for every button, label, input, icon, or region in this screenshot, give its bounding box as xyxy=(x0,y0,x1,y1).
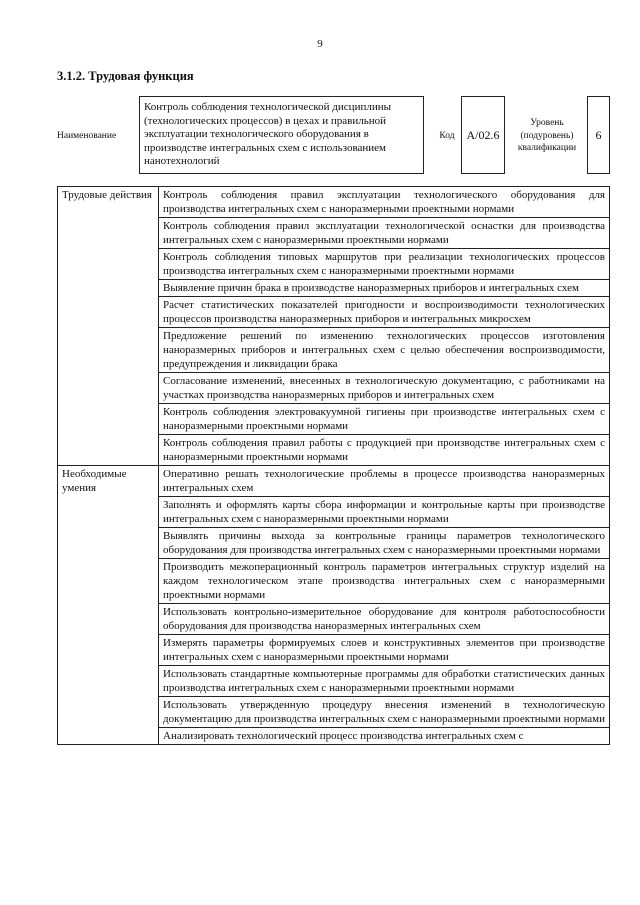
required-skill-text: Анализировать технологический процесс производства интегральных схем с xyxy=(159,728,610,745)
required-skill-text: Оперативно решать технологические проблемы в процессе производства наноразмерных интегральных схем xyxy=(159,466,610,497)
page-number: 9 xyxy=(317,38,323,50)
section-title: 3.1.2. Трудовая функция xyxy=(57,69,194,83)
function-name: Контроль соблюдения технологической дисциплины (технологических процессов) в цехах и правильной эксплуатации технологического оборудования в производстве интегральных схем с использованием нанотехнологий xyxy=(139,96,424,174)
labor-action-text: Контроль соблюдения электровакуумной гигиены при производстве интегральных схем с наноразмерными проектными нормами xyxy=(159,404,610,435)
labor-action-group-label: Трудовые действия xyxy=(58,187,159,466)
required-skill-group-label: Необходимые умения xyxy=(58,466,159,745)
required-skill-text: Использовать стандартные компьютерные программы для обработки статистических данных производства интегральных схем с наноразмерными проектными нормами xyxy=(159,666,610,697)
level-label: Уровень (подуровень) квалификации xyxy=(517,118,577,154)
required-skill-row xyxy=(58,466,610,497)
labor-action-text: Согласование изменений, внесенных в технологическую документацию, с работниками на участках производства наноразмерных приборов и интегральных схем xyxy=(159,373,610,404)
labor-action-text: Контроль соблюдения правил эксплуатации технологической оснастки для производства интегральных схем с наноразмерными проектными нормами xyxy=(159,218,610,249)
required-skill-text: Производить межоперационный контроль параметров интегральных структур изделий на каждом технологическом этапе производства интегральных схем с наноразмерными проектными нормами xyxy=(159,559,610,604)
labor-action-text: Выявление причин брака в производстве наноразмерных приборов и интегральных схем xyxy=(159,280,610,297)
level-value: 6 xyxy=(587,96,610,174)
required-skill-text: Использовать утвержденную процедуру внесения изменений в технологическую документацию для производства интегральных схем с наноразмерными проектными нормами xyxy=(159,697,610,728)
labor-action-text: Контроль соблюдения правил эксплуатации технологического оборудования для производства интегральных схем с наноразмерными проектными нормами xyxy=(159,187,610,218)
labor-action-text: Контроль соблюдения правил работы с продукцией при производстве интегральных схем с наноразмерными проектными нормами xyxy=(159,435,610,466)
labor-action-text: Предложение решений по изменению технологических процессов изготовления наноразмерных приборов и интегральных схем с целью обеспечения воспроизводимости, предупреждения и ликвидации брака xyxy=(159,328,610,373)
code-label: Код xyxy=(439,131,455,141)
name-label: Наименование xyxy=(57,131,117,141)
required-skill-text: Измерять параметры формируемых слоев и конструктивных элементов при производстве интегральных схем с наноразмерными проектными нормами xyxy=(159,635,610,666)
labor-action-text: Расчет статистических показателей пригодности и воспроизводимости технологических процессов производства наноразмерных приборов и интегральных микросхем xyxy=(159,297,610,328)
labor-action-row xyxy=(58,187,610,218)
function-table xyxy=(57,186,610,745)
function-header xyxy=(57,96,610,176)
required-skill-text: Использовать контрольно-измерительное оборудование для контроля работоспособности оборудования для производства наноразмерных интегральных схем xyxy=(159,604,610,635)
code-value: A/02.6 xyxy=(461,96,505,174)
required-skill-text: Заполнять и оформлять карты сбора информации и контрольные карты при производстве интегральных схем с наноразмерными проектными нормами xyxy=(159,497,610,528)
labor-action-text: Контроль соблюдения типовых маршрутов при реализации технологических процессов производства интегральных схем с наноразмерными проектными нормами xyxy=(159,249,610,280)
required-skill-text: Выявлять причины выхода за контрольные границы параметров технологического оборудования для производства интегральных схем с наноразмерными проектными нормами xyxy=(159,528,610,559)
